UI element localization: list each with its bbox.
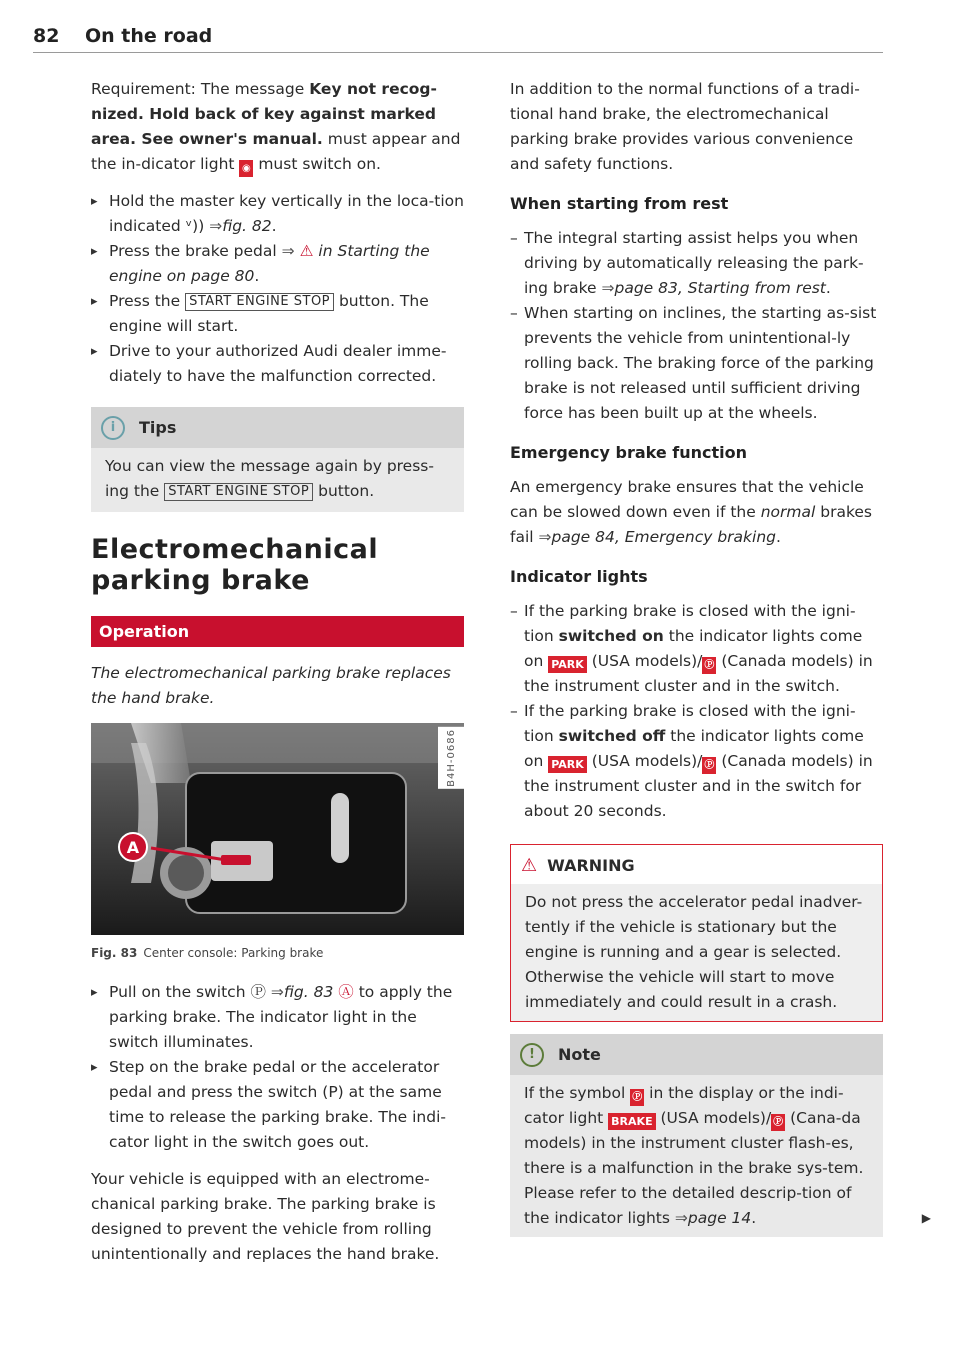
note-header	[510, 1034, 883, 1075]
tips-header	[91, 407, 464, 448]
requirement-paragraph: Requirement: The message Key not recog-nized. Hold back of key against marked area. See owner's manual. must appear and the in-dicator light ◉ must switch on.	[91, 77, 464, 177]
right-intro: In addition to the normal functions of a tradi-tional hand brake, the electromechanical parking brake provides various convenience and safety functions.	[510, 80, 860, 173]
figure-caption: Fig. 83 Center console: Parking brake	[91, 946, 324, 960]
key-location-icon: ᵛ))	[185, 217, 205, 235]
parking-brake-icon: Ⓟ	[250, 983, 266, 1001]
park-indicator-icon: PARK	[548, 756, 587, 773]
warning-box	[510, 844, 883, 1022]
page-link[interactable]: in Starting the engine on page 80	[109, 242, 430, 285]
right-column	[510, 77, 931, 1237]
figure-code: B4H-0686	[438, 727, 464, 789]
canada-brake-indicator-icon: Ⓟ	[702, 657, 716, 674]
tips-title: Tips	[139, 418, 177, 437]
note-title: Note	[558, 1045, 601, 1064]
page-link[interactable]: page 84, Emergency braking	[551, 528, 776, 546]
list-item: – If the parking brake is closed with the igni-tion switched off the indicator lights come on PARK (USA models)/ Ⓟ (Canada models) in the instrument cluster and in the switch for about 20 seconds.	[510, 699, 883, 824]
section-heading: Electromechanical parking brake	[91, 534, 379, 596]
warning-body: Do not press the accelerator pedal inadver-tently if the vehicle is stationary but the engine is running and a gear is selected. Otherwise the vehicle will start to move immediately and could result in a crash.	[511, 884, 882, 1021]
list-item: – When starting on inclines, the starting as-sist prevents the vehicle from unintentional-ly rolling back. The braking force of the parking brake is not released until sufficient driving force has been built up at the wheels.	[510, 301, 883, 426]
arrow-icon: ⇒	[281, 242, 295, 260]
warning-header	[511, 845, 882, 884]
intro-text: The electromechanical parking brake replaces the hand brake.	[91, 664, 451, 707]
figure-callout-a: A	[126, 838, 140, 857]
tips-body: You can view the message again by press-ing the START ENGINE STOP button.	[105, 457, 434, 500]
start-engine-stop-key: START ENGINE STOP	[185, 293, 334, 311]
list-item: ▸ Press the START ENGINE STOP button. The engine will start.	[91, 289, 464, 339]
exclamation-icon: !	[520, 1043, 544, 1067]
info-icon: i	[101, 416, 125, 440]
starting-list	[510, 226, 883, 426]
list-item: ▸ Pull on the switch Ⓟ ⇒fig. 83 Ⓐ to apply the parking brake. The indicator light in the switch illuminates.	[91, 980, 464, 1055]
emergency-paragraph: An emergency brake ensures that the vehicle can be slowed down even if the normal brakes fail ⇒page 84, Emergency braking.	[510, 478, 872, 546]
warning-triangle-icon: ⚠	[521, 855, 538, 876]
list-item: ▸ Step on the brake pedal or the accelerator pedal and press the switch (P) at the same time to release the parking brake. The indi-cator light in the switch goes out.	[91, 1055, 464, 1155]
list-item: ▸ Hold the master key vertically in the loca-tion indicated ᵛ)) ⇒fig. 82.	[91, 189, 464, 239]
page-number: 82	[33, 25, 60, 47]
list-item: ▸ Drive to your authorized Audi dealer imme-diately to have the malfunction corrected.	[91, 339, 464, 389]
park-indicator-icon: PARK	[548, 656, 587, 673]
section-title: On the road	[85, 25, 213, 47]
closing-paragraph: Your vehicle is equipped with an electrome-chanical parking brake. The parking brake is designed to prevent the vehicle from rolling unintentionally and replaces the hand brake.	[91, 1170, 440, 1263]
message-text: Key not recog-nized. Hold back of key against marked area. See owner's manual.	[91, 80, 437, 148]
indicator-list	[510, 599, 883, 824]
note-box	[510, 1034, 931, 1237]
figure-link[interactable]: fig. 83	[283, 983, 334, 1001]
tips-box	[91, 407, 464, 512]
list-item: – The integral starting assist helps you when driving by automatically releasing the park-ing brake ⇒page 83, Starting from rest.	[510, 226, 883, 301]
center-console-image	[91, 723, 464, 935]
list-item: – If the parking brake is closed with the igni-tion switched on the indicator lights come on PARK (USA models)/ Ⓟ (Canada models) in the instrument cluster and in the switch.	[510, 599, 883, 699]
page-link[interactable]: page 14	[687, 1209, 752, 1227]
left-column	[91, 77, 464, 1279]
continue-arrow-icon: ▶	[921, 1211, 931, 1225]
page-link[interactable]: page 83, Starting from rest	[614, 279, 826, 297]
arrow-icon: ⇒	[601, 279, 615, 297]
note-body: If the symbol Ⓟ in the display or the indi-cator light BRAKE (USA models)/ Ⓟ (Cana-da models) in the instrument cluster flash-es, there is a malfunction in the brake sys-tem. Please refer to the detailed descrip-tion of the indicator lights ⇒page 14.	[524, 1084, 864, 1227]
arrow-icon: ⇒	[209, 217, 223, 235]
callout-a-icon: Ⓐ	[338, 983, 354, 1001]
parking-brake-figure	[91, 723, 464, 935]
brake-indicator-icon: BRAKE	[608, 1113, 655, 1130]
list-item: ▸ Press the brake pedal ⇒ ⚠ in Starting the engine on page 80.	[91, 239, 464, 289]
start-engine-stop-key: START ENGINE STOP	[164, 483, 313, 501]
arrow-icon: ⇒	[538, 528, 552, 546]
canada-brake-indicator-icon: Ⓟ	[771, 1114, 785, 1131]
arrow-icon: ⇒	[674, 1209, 688, 1227]
arrow-icon: ⇒	[270, 983, 284, 1001]
figure-link[interactable]: fig. 82	[222, 217, 272, 235]
brake-symbol-icon: Ⓟ	[630, 1089, 644, 1106]
key-indicator-icon: ◉	[239, 160, 253, 177]
emergency-heading: Emergency brake function	[510, 443, 748, 462]
key-steps-list	[91, 189, 464, 389]
indicator-heading: Indicator lights	[510, 567, 648, 586]
warning-triangle-icon: ⚠	[299, 242, 314, 260]
operation-bar: Operation	[91, 616, 464, 647]
canada-brake-indicator-icon: Ⓟ	[702, 757, 716, 774]
starting-heading: When starting from rest	[510, 194, 729, 213]
parking-brake-steps	[91, 980, 464, 1155]
page-header	[33, 22, 883, 53]
warning-title: WARNING	[547, 856, 635, 875]
